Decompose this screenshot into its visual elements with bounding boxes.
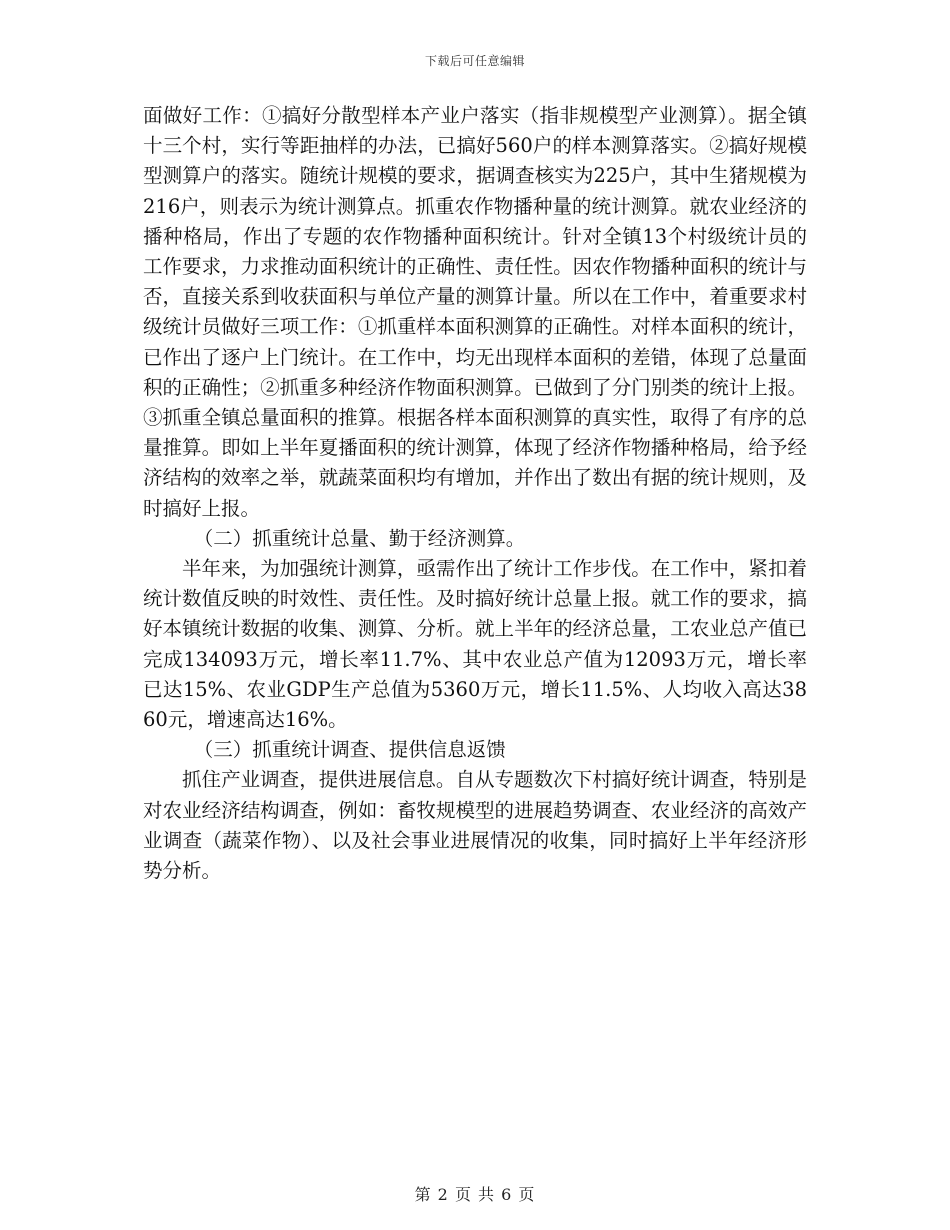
page-header: 下载后可任意编辑 [424, 54, 525, 68]
section-heading-3: （三）抓重统计调查、提供信息返馈 [193, 738, 506, 762]
paragraph-statistics-total: 半年来，为加强统计测算，亟需作出了统计工作步伐。在工作中，紧扣着统计数值反映的时效性、责任性。及时搞好统计总量上报。就工作的要求，搞好本镇统计数据的收集、测算、分析。就上半年的经济总量，工农业总产值已完成134093万元，增长率11.7%、其中农业总产值为12093万元，增长率已达15%、农业GDP生产总值为5360万元，增长11.5%、人均收入高达3860元，增速高达16%。 [143, 557, 807, 732]
document-body [143, 101, 807, 886]
page-number-footer: 第 2 页 共 6 页 [414, 1185, 536, 1204]
paragraph-survey: 抓住产业调查，提供进展信息。自从专题数次下村搞好统计调查，特别是对农业经济结构调查，例如：畜牧规模型的进展趋势调查、农业经济的高效产业调查（蔬菜作物）、以及社会事业进展情况的收集，同时搞好上半年经济形势分析。 [143, 768, 807, 883]
section-heading-2: （二）抓重统计总量、勤于经济测算。 [193, 526, 526, 550]
paragraph-continuation: 面做好工作：①搞好分散型样本产业户落实（指非规模型产业测算）。据全镇十三个村，实行等距抽样的办法，已搞好560户的样本测算落实。②搞好规模型测算户的落实。随统计规模的要求，据调查核实为225户，其中生猪规模为216户，则表示为统计测算点。抓重农作物播种量的统计测算。就农业经济的播种格局，作出了专题的农作物播种面积统计。针对全镇13个村级统计员的工作要求，力求推动面积统计的正确性、责任性。因农作物播种面积的统计与否，直接关系到收获面积与单位产量的测算计量。所以在工作中，着重要求村级统计员做好三项工作：①抓重样本面积测算的正确性。对样本面积的统计，已作出了逐户上门统计。在工作中，均无出现样本面积的差错，体现了总量面积的正确性；②抓重多种经济作物面积测算。已做到了分门别类的统计上报。③抓重全镇总量面积的推算。根据各样本面积测算的真实性，取得了有序的总量推算。即如上半年夏播面积的统计测算，体现了经济作物播种格局，给予经济结构的效率之举，就蔬菜面积均有增加，并作出了数出有据的统计规则，及时搞好上报。 [143, 104, 807, 520]
